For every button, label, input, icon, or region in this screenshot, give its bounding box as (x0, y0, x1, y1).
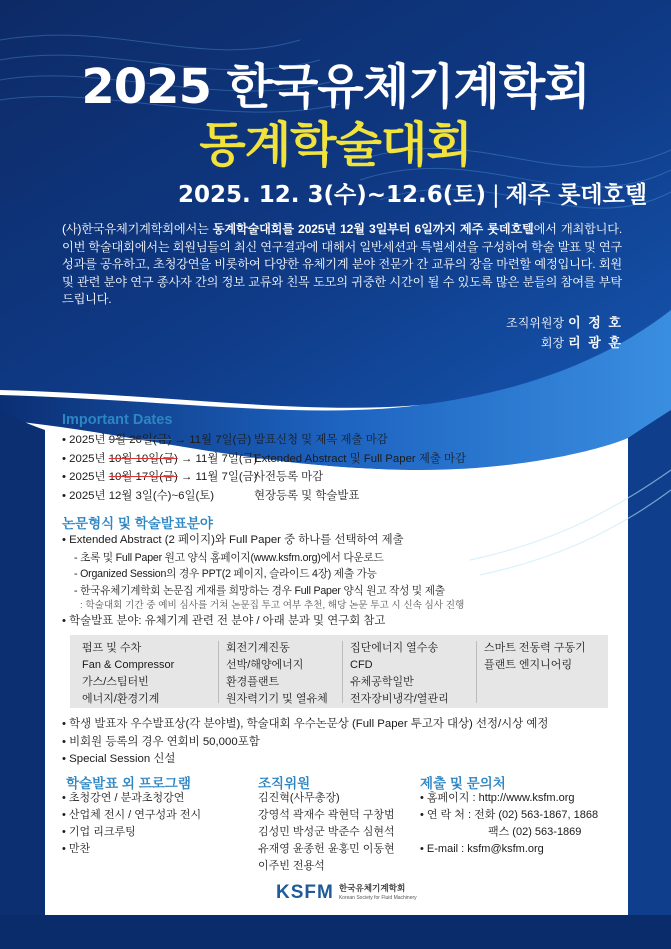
field-item: 펌프 및 수차 (82, 642, 142, 654)
contact-homepage: • 홈페이지 : http://www.ksfm.org (420, 792, 575, 804)
format-subitem: - 초록 및 Full Paper 원고 양식 홈페이지(www.ksfm.org)에서 다운로드 (74, 551, 384, 564)
contact-phone: • 연 락 처 : 전화 (02) 563-1867, 1868 (420, 809, 599, 821)
program-item: • 초청강연 / 분과초청강연 (62, 792, 185, 804)
intro-text-highlight: 동계학술대회를 2025년 12월 3일부터 6일까지 제주 롯데호텔 (212, 222, 534, 236)
field-item: 스마트 전동력 구동기 (484, 642, 586, 654)
contact-title: 제출 및 문의처 (420, 776, 506, 791)
fields-column-1 (82, 640, 174, 708)
program-item: • 산업체 전시 / 연구성과 전시 (62, 809, 202, 821)
committee-item: 강영석 곽재수 곽현덕 구창범 (258, 809, 395, 821)
format-subitem: - Organized Session의 경우 PPT(2 페이지, 슬라이드 4장) 제출 가능 (74, 568, 377, 580)
signature-name: 리 광 훈 (568, 335, 623, 350)
committee-item: 김진혁(사무총장) (258, 792, 340, 804)
format-item: • 학술발표 분야: 유체기계 관련 전 분야 / 아래 분과 및 연구회 참고 (62, 615, 386, 627)
format-item: • Extended Abstract (2 페이지)와 Full Paper 중 하나를 선택하여 제출 (62, 534, 404, 546)
extra-notes (62, 716, 548, 769)
program-item: • 만찬 (62, 843, 91, 855)
committee-list (258, 790, 395, 875)
field-item: 환경플랜트 (226, 676, 280, 688)
logo-text (339, 883, 417, 903)
format-section-title: 논문형식 및 학술발표분야 (62, 516, 213, 531)
logo-name-en: Korean Society for Fluid Machinery (338, 895, 417, 901)
fields-column-4 (484, 640, 586, 674)
extra-note: • 비회원 등록의 경우 연회비 50,000포함 (62, 735, 260, 748)
important-dates-title: Important Dates (62, 412, 173, 428)
field-item: Fan & Compressor (82, 659, 175, 671)
event-venue: 제주 롯데호텔 (505, 182, 648, 208)
date-item: • 2025년 12월 3일(수)~6일(토) 현장등록 및 학술발표 (62, 489, 360, 502)
date-event: Extended Abstract 및 Full Paper 제출 마감 (254, 452, 467, 465)
date-event: 사전등록 마감 (254, 471, 324, 483)
field-item: 선박/해양에너지 (226, 659, 304, 671)
intro-paragraph (62, 221, 622, 309)
date-item: • 2025년 10월 17일(금) → 11월 7일(금)사전등록 마감 (62, 471, 324, 483)
committee-title: 조직위원 (258, 776, 311, 791)
date-event: 발표신청 및 제목 제출 마감 (254, 434, 388, 446)
field-item: 전자장비냉각/열관리 (350, 693, 449, 705)
signature-chair (506, 312, 623, 331)
signature-president (541, 332, 623, 351)
field-item: 회전기계진동 (226, 642, 290, 654)
right-edge (628, 410, 671, 915)
important-dates-list (62, 431, 466, 505)
date-venue-row (178, 176, 647, 209)
field-item: 유체공학일반 (350, 676, 414, 688)
field-item: 원자력기기 및 열유체 (226, 693, 328, 705)
event-date: 2025. 12. 3(수)~12.6(토) (178, 182, 487, 208)
intro-text-1: (사)한국유체기계학회에서는 (62, 222, 213, 236)
extra-note: • Special Session 신설 (62, 753, 176, 765)
date-item: • 2025년 10월 10일(금) → 11월 7일(금)Extended Abstract 및 Full Paper 제출 마감 (62, 452, 467, 465)
date-event: 현장등록 및 학술발표 (254, 489, 360, 502)
fields-divider (342, 641, 343, 703)
fields-column-2 (226, 640, 328, 708)
date-item: • 2025년 9월 26일(금) → 11월 7일(금) 발표신청 및 제목 제출 마감 (62, 434, 388, 446)
field-item: 플랜트 엔지니어링 (484, 659, 573, 671)
logo-name: 한국유체기계학회 (338, 883, 406, 893)
format-list (62, 532, 622, 631)
bottom-strip (0, 915, 671, 949)
programs-list (62, 790, 201, 858)
signature-role: 조직위원장 (506, 316, 565, 330)
signature-role: 회장 (540, 336, 565, 350)
field-item: CFD (350, 659, 373, 671)
extra-note: • 학생 발표자 우수발표상(각 분야별), 학술대회 우수논문상 (Full Paper 투고자 대상) 선정/시상 예정 (62, 718, 549, 730)
intro-text-2: 에서 개최합니다. 이번 학술대회에서는 회원님들의 최신 연구결과에 대해서 일반세션과 특별세션을 구성하여 학술 발표 및 연구성과를 공유하고, 초청강연을 비롯하여 다양한 유체기계 분야 전문가 간 교류의 장을 마련할 예정입니다. 회원 및 관련 분야 연구 종사자 간의 정보 교류와 친목 도모의 귀중한 시간이 될 수 있도록 많은 분들의 참여를 부탁드립니다. (62, 222, 622, 306)
format-note: : 학술대회 기간 중 예비 심사를 거쳐 논문집 투고 여부 추천, 해당 논문 투고 시 신속 심사 진행 (80, 600, 465, 611)
field-item: 집단에너지 열수송 (350, 642, 439, 654)
fields-divider (476, 641, 477, 703)
title-sub: 동계학술대회 (199, 117, 472, 173)
field-item: 에너지/환경기계 (82, 693, 160, 705)
fields-divider (218, 641, 219, 703)
contact-list (420, 790, 598, 858)
program-item: • 기업 리크루팅 (62, 826, 136, 838)
programs-title: 학술발표 외 프로그램 (66, 776, 191, 791)
bottom-left-edge (0, 410, 45, 949)
committee-item: 김성민 박성군 박준수 심현석 (258, 826, 395, 838)
contact-fax: 팩스 (02) 563-1869 (488, 826, 582, 838)
committee-item: 유재영 윤종헌 윤홍민 이동현 (258, 843, 395, 855)
fields-column-3 (350, 640, 449, 708)
title-main: 2025 한국유체기계학회 (81, 59, 590, 115)
format-subitem: - 한국유체기계학회 논문집 게재를 희망하는 경우 Full Paper 양식 원고 작성 및 제출 (74, 584, 445, 597)
field-item: 가스/스팀터빈 (82, 676, 149, 688)
fields-box (70, 635, 608, 708)
signature-name: 이 정 호 (568, 315, 623, 330)
date-separator: | (492, 182, 500, 208)
contact-email: • E-mail : ksfm@ksfm.org (420, 843, 544, 855)
ksfm-logo (276, 880, 417, 906)
committee-item: 이주빈 전용석 (258, 860, 325, 872)
logo-mark: KSFM (276, 882, 334, 903)
